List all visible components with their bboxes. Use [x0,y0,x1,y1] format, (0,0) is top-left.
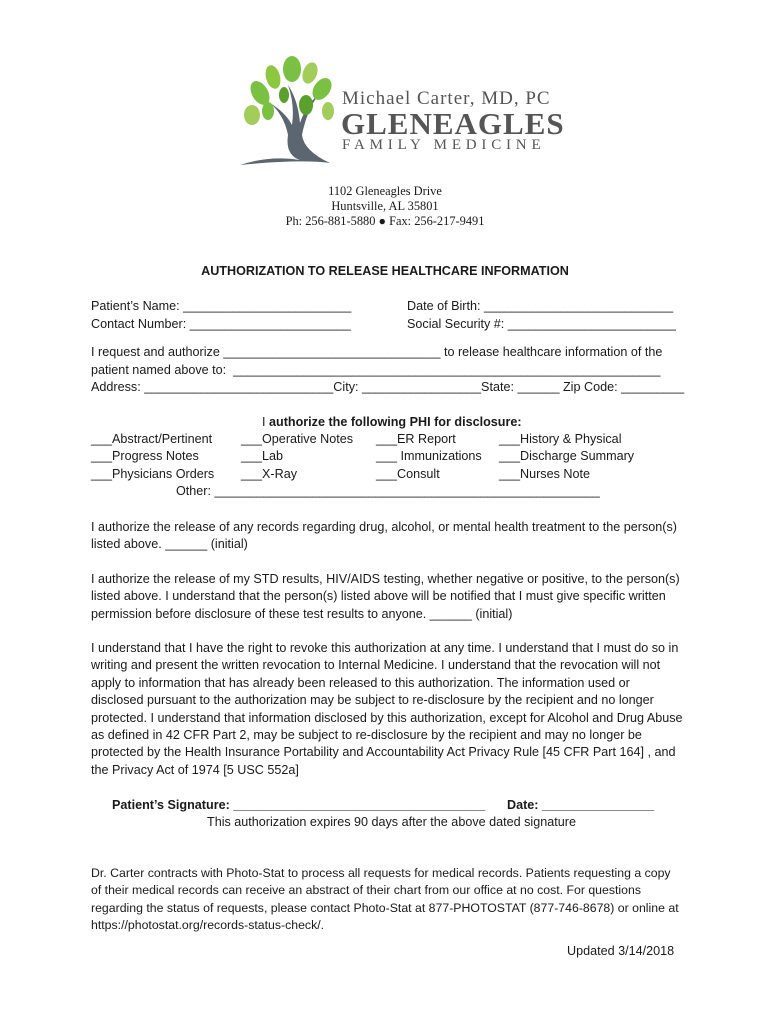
phi-checkbox-progress-notes[interactable]: ___Progress Notes [91,449,199,463]
phi-checkbox-xray[interactable]: ___X-Ray [241,467,298,481]
phi-heading-bold: authorize the following PHI for disclosure: [269,415,522,429]
authorize-provider-field[interactable]: I request and authorize _______________________________ to release healthcare information of the [91,345,663,359]
patient-name-field[interactable]: Patient’s Name: ________________________ [91,299,352,313]
phi-checkbox-nurses-note[interactable]: ___Nurses Note [499,467,591,481]
phi-checkbox-operative-notes[interactable]: ___Operative Notes [241,432,354,446]
recipient-field[interactable]: patient named above to: _____________________________________________________________ [91,363,661,377]
phi-heading [262,415,522,429]
phi-checkbox-immunizations[interactable]: ___ Immunizations [376,449,482,463]
address-phone-fax: Ph: 256-881-5880 ● Fax: 256-217-9491 [285,214,485,228]
tree-logo-icon [240,55,340,170]
std-hiv-authorization: I authorize the release of my STD results, HIV/AIDS testing, whether negative or positive, to the person(s) listed above. I understand that the person(s) listed above will be notified that I must give specific written permission before disclosure of these test results to anyone. ______ (initial) [91,572,680,621]
phi-checkbox-physicians-orders[interactable]: ___Physicians Orders [91,467,215,481]
phi-checkbox-er-report[interactable]: ___ER Report [376,432,456,446]
address-street: 1102 Gleneagles Drive [328,184,442,198]
expiration-note: This authorization expires 90 days after the above dated signature [207,815,576,829]
ssn-field[interactable]: Social Security #: ________________________ [407,317,676,331]
photostat-notice: Dr. Carter contracts with Photo-Stat to process all requests for medical records. Patients requesting a copy of their medical records can receive an abstract of their chart from our office at no cost. For questions regarding the status of requests, please contact Photo-Stat at 877-PHOTOSTAT (877-746-8678) or online at https://photostat.org/records-status-check/. [91,866,679,933]
phi-checkbox-discharge-summary[interactable]: ___Discharge Summary [499,449,635,463]
form-title: AUTHORIZATION TO RELEASE HEALTHCARE INFORMATION [201,264,569,278]
recipient-address-field[interactable]: Address: ___________________________City: _________________State: ______ Zip Code: _________ [91,380,685,394]
contact-number-field[interactable]: Contact Number: _______________________ [91,317,351,331]
patient-signature-field[interactable]: Patient’s Signature: ____________________________________ [112,798,486,812]
phi-other-field[interactable]: Other: _______________________________________________________ [176,484,600,498]
logo-practice-name: GLENEAGLES [341,106,565,141]
drug-alcohol-authorization: I authorize the release of any records regarding drug, alcohol, or mental health treatment to the person(s) listed above. ______ (initial) [91,520,677,552]
phi-heading-prefix: I [262,415,269,429]
logo-practice-subtitle: FAMILY MEDICINE [342,137,546,153]
phi-checkbox-history-physical[interactable]: ___History & Physical [499,432,622,446]
address-city: Huntsville, AL 35801 [331,199,439,213]
updated-date: Updated 3/14/2018 [567,944,675,958]
dob-field[interactable]: Date of Birth: ___________________________ [407,299,674,313]
phi-checkbox-consult[interactable]: ___Consult [376,467,440,481]
phi-checkbox-abstract[interactable]: ___Abstract/Pertinent [91,432,213,446]
logo-doctor-name: Michael Carter, MD, PC [342,88,551,109]
signature-date-field[interactable]: Date: ________________ [507,798,655,812]
phi-checkbox-lab[interactable]: ___Lab [241,449,284,463]
revocation-statement: I understand that I have the right to revoke this authorization at any time. I understand that I must do so in writing and present the written revocation to Internal Medicine. I understand that the revocation will not apply to information that has already been released to this authorization. The information used or disclosed pursuant to the authorization may be subject to re-disclosure by the recipient and no longer protected. I understand that information disclosed by this authorization, except for Alcohol and Drug Abuse as defined in 42 CFR Part 2, may be subject to re-disclosure by the recipient and may no longer be protected by the Health Insurance Portability and Accountability Act Privacy Rule [45 CFR Part 164] , and the Privacy Act of 1974 [5 USC 552a] [91,641,683,777]
